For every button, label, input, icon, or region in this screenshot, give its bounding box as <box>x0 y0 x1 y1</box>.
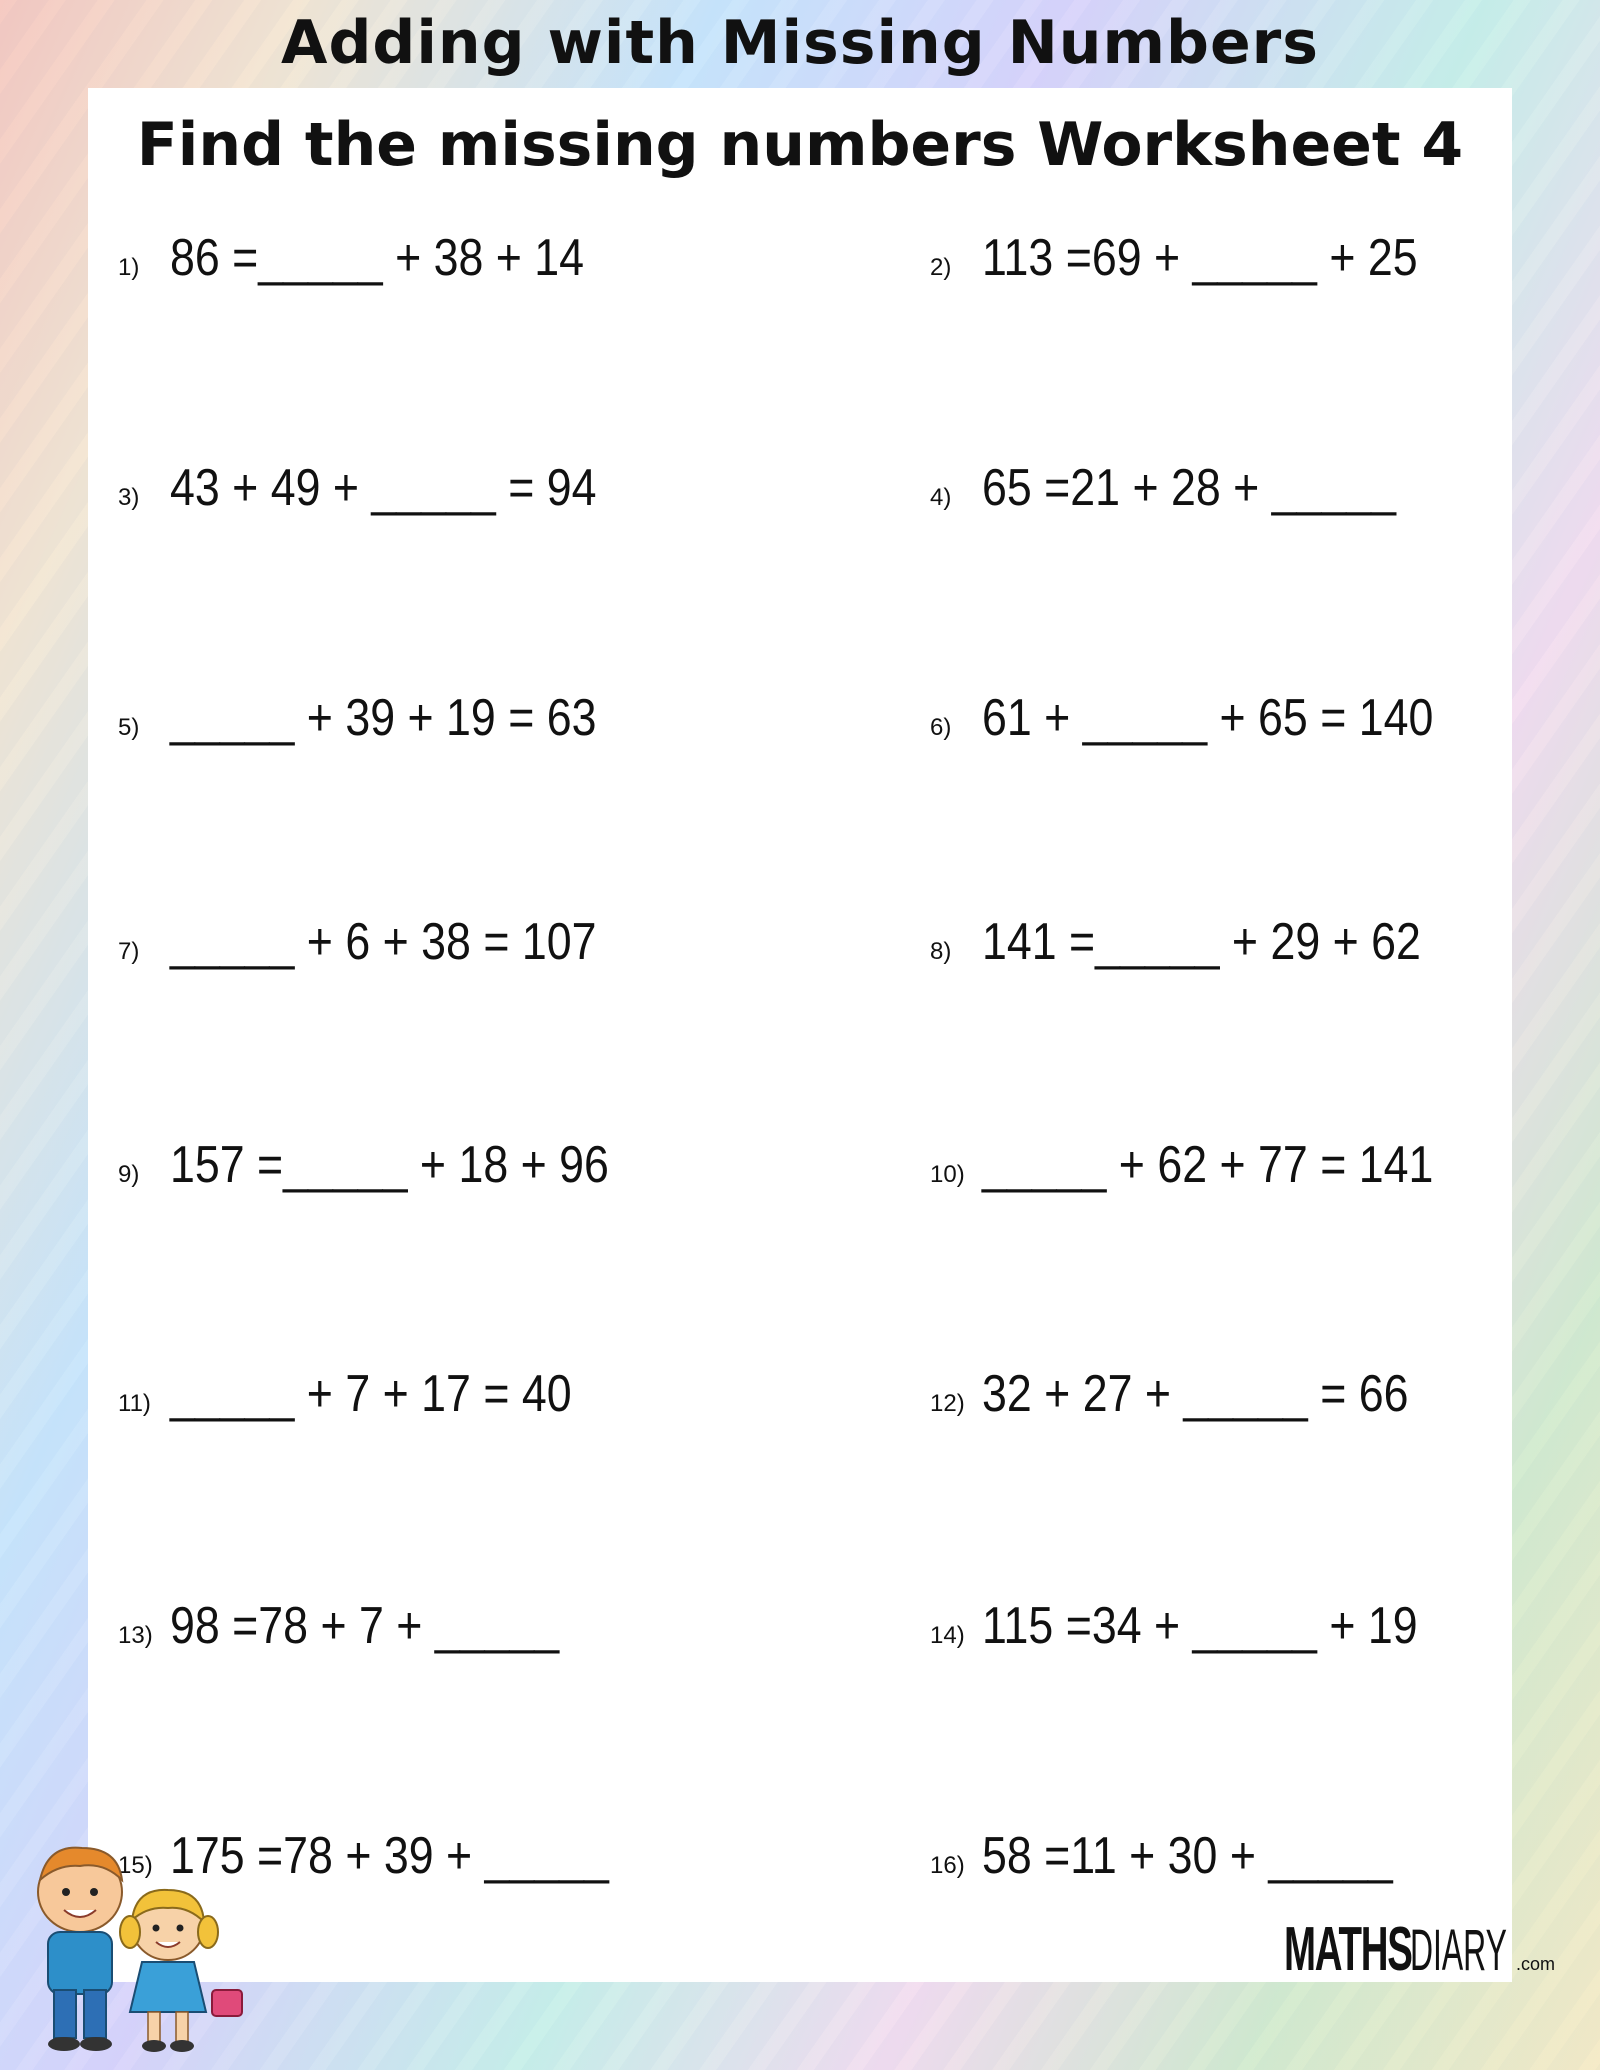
problem-6 <box>930 688 1507 748</box>
problem-expression: 141 =_____ + 29 + 62 <box>982 913 1421 971</box>
problem-number: 16) <box>930 1852 965 1879</box>
problem-12 <box>930 1364 1478 1424</box>
problem-number: 10) <box>930 1161 965 1188</box>
problem-expression: 98 =78 + 7 + _____ <box>170 1597 560 1655</box>
problem-number: 12) <box>930 1390 965 1417</box>
problem-16 <box>930 1826 1460 1886</box>
logo-diary-text: DIARY <box>1409 1918 1507 1983</box>
problem-number: 8) <box>930 938 952 965</box>
problem-expression: 43 + 49 + _____ = 94 <box>170 459 597 517</box>
problem-number: 9) <box>118 1161 140 1188</box>
problem-expression: 175 =78 + 39 + _____ <box>170 1827 609 1885</box>
problem-7 <box>118 912 666 972</box>
problem-expression: _____ + 62 + 77 = 141 <box>982 1136 1434 1194</box>
problem-number: 3) <box>118 484 140 511</box>
worksheet-sheet <box>88 88 1512 1982</box>
page-title: Adding with Missing Numbers <box>281 8 1319 78</box>
problem-4 <box>930 458 1463 518</box>
problem-expression: 65 =21 + 28 + _____ <box>982 459 1397 517</box>
problem-number: 7) <box>118 938 140 965</box>
problem-expression: _____ + 39 + 19 = 63 <box>170 689 597 747</box>
worksheet-subtitle: Find the missing numbers Worksheet 4 <box>136 110 1464 180</box>
problem-8 <box>930 912 1492 972</box>
logo-com-text: .com <box>1516 1954 1556 1974</box>
problem-number: 13) <box>118 1622 153 1649</box>
problem-5 <box>118 688 666 748</box>
problem-14 <box>930 1596 1489 1656</box>
problem-9 <box>118 1135 680 1195</box>
problem-expression: 61 + _____ + 65 = 140 <box>982 689 1434 747</box>
problem-number: 11) <box>118 1390 151 1417</box>
problem-expression: 58 =11 + 30 + _____ <box>982 1827 1393 1885</box>
problem-expression: _____ + 7 + 17 = 40 <box>170 1365 572 1423</box>
problem-11 <box>118 1364 637 1424</box>
problem-expression: 157 =_____ + 18 + 96 <box>170 1136 609 1194</box>
problem-number: 5) <box>118 714 140 741</box>
problem-expression: 86 =_____ + 38 + 14 <box>170 229 585 287</box>
problem-13 <box>118 1596 623 1656</box>
problem-number: 2) <box>930 254 952 281</box>
problem-expression: 32 + 27 + _____ = 66 <box>982 1365 1409 1423</box>
problem-number: 15) <box>118 1852 153 1879</box>
problem-3 <box>118 458 666 518</box>
problem-1 <box>118 228 651 288</box>
problem-number: 6) <box>930 714 952 741</box>
problem-expression: 115 =34 + _____ + 19 <box>982 1597 1418 1655</box>
problem-expression: 113 =69 + _____ + 25 <box>982 229 1418 287</box>
kids-illustration-icon <box>18 1840 248 2060</box>
problem-10 <box>930 1135 1507 1195</box>
problem-number: 14) <box>930 1622 965 1649</box>
problem-number: 4) <box>930 484 952 511</box>
logo-maths-text: MATHS <box>1284 1915 1412 1984</box>
mathsdiary-logo <box>1284 1914 1555 1985</box>
problem-2 <box>930 228 1489 288</box>
problem-number: 1) <box>118 254 140 281</box>
problem-expression: _____ + 6 + 38 = 107 <box>170 913 597 971</box>
